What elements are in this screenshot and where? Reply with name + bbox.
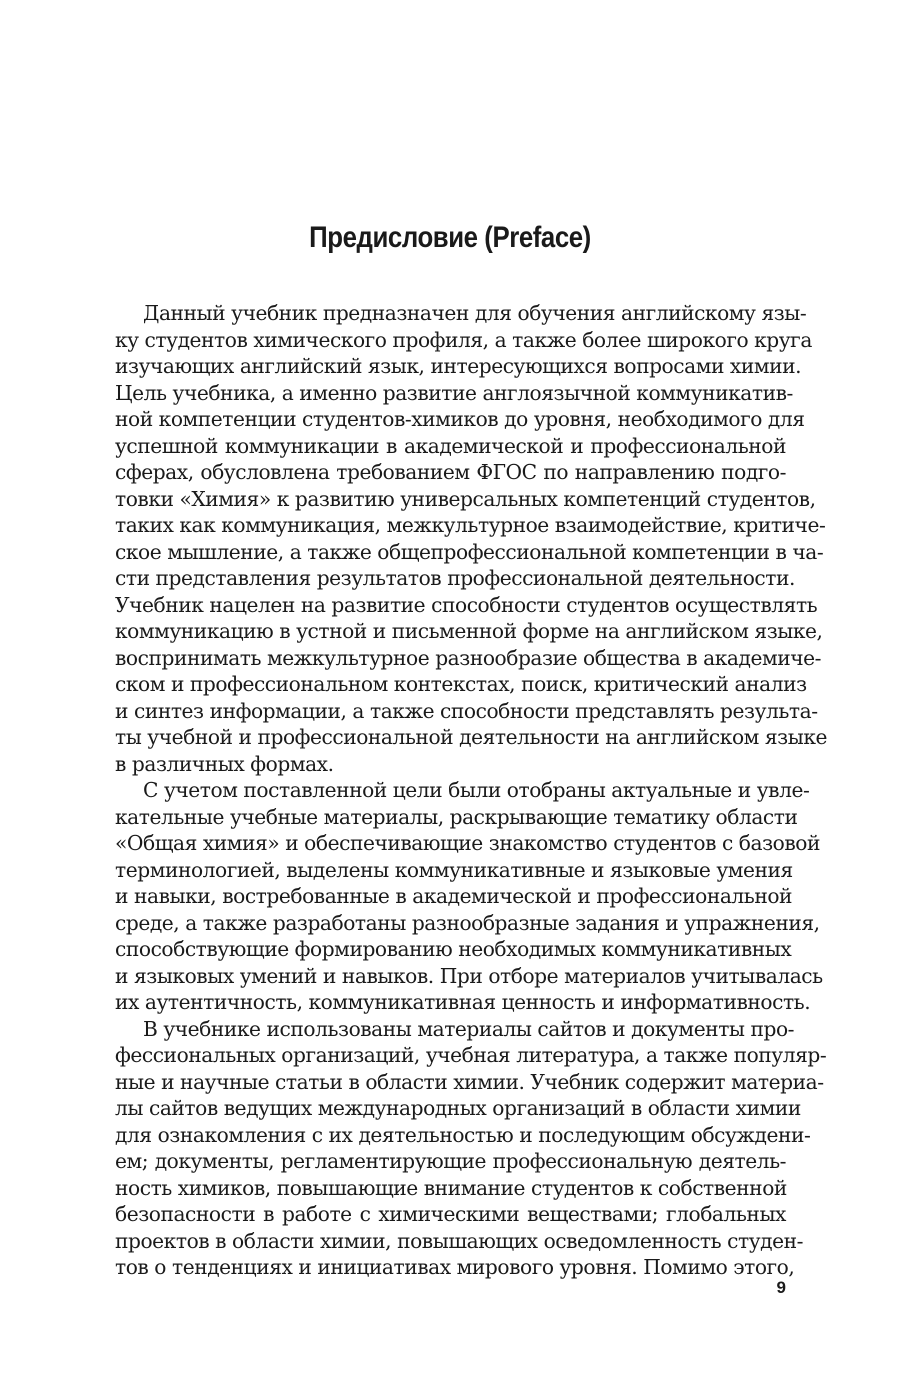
text-line: способствующие формированию необходимых коммуникативных	[115, 937, 792, 961]
text-line: ты учебной и профессиональной деятельности на английском языке	[115, 725, 827, 749]
text-line: и навыки, востребованные в академической и профессиональной	[115, 884, 793, 908]
text-line: Цель учебника, а именно развитие англоязычной коммуникатив-	[115, 380, 793, 405]
text-line: их аутентичность, коммуникативная ценность и информативность.	[115, 990, 811, 1014]
text-line: проектов в области химии, повышающих осведомленность студен-	[115, 1228, 804, 1253]
text-line: С учетом поставленной цели были отобраны актуальные и увле-	[143, 778, 810, 802]
text-line: терминологией, выделены коммуникативные и языковые умения	[115, 857, 793, 882]
text-line: ем; документы, регламентирующие профессиональную деятель-	[115, 1149, 786, 1173]
text-line: кательные учебные материалы, раскрывающие тематику области	[115, 804, 798, 829]
text-line: и языковых умений и навыков. При отборе материалов учитывалась	[115, 963, 823, 988]
text-line: Данный учебник предназначен для обучения английскому язы-	[143, 301, 807, 325]
text-line: ные и научные статьи в области химии. Учебник содержит материа-	[115, 1069, 824, 1094]
text-line: в различных формах.	[115, 751, 334, 776]
page-title: Предисловие (Preface)	[309, 221, 591, 254]
text-line: тов о тенденциях и инициативах мирового уровня. Помимо этого,	[115, 1255, 795, 1279]
text-line: воспринимать межкультурное разнообразие общества в академиче-	[115, 645, 822, 670]
text-line: и синтез информации, а также способности представлять результа-	[115, 698, 818, 723]
text-line: ское мышление, а также общепрофессиональной компетенции в ча-	[115, 539, 824, 564]
text-line: таких как коммуникация, межкультурное взаимодействие, критиче-	[115, 513, 826, 537]
text-line: сферах, обусловлена требованием ФГОС по направлению подго-	[115, 460, 786, 484]
text-line: Учебник нацелен на развитие способности студентов осуществлять	[115, 592, 818, 617]
text-line: для ознакомления с их деятельностью и последующим обсуждени-	[115, 1122, 811, 1147]
text-line: «Общая химия» и обеспечивающие знакомство студентов с базовой	[115, 831, 820, 855]
text-line: товки «Химия» к развитию универсальных компетенций студентов,	[115, 486, 816, 511]
body-text	[115, 300, 827, 1281]
text-line: изучающих английский язык, интересующихся вопросами химии.	[115, 354, 802, 378]
text-line: коммуникацию в устной и письменной форме на английском языке,	[115, 619, 823, 643]
text-line: ку студентов химического профиля, а также более широкого круга	[115, 327, 812, 352]
text-line: ность химиков, повышающие внимание студентов к собственной	[115, 1175, 787, 1200]
text-line: среде, а также разработаны разнообразные задания и упражнения,	[115, 910, 820, 935]
text-line: успешной коммуникации в академической и профессиональной	[115, 433, 786, 458]
text-line: ной компетенции студентов-химиков до уровня, необходимого для	[115, 407, 805, 431]
text-line: фессиональных организаций, учебная литература, а также популяр-	[115, 1043, 827, 1067]
page-number: 9	[776, 1278, 786, 1297]
text-line: лы сайтов ведущих международных организаций в области химии	[115, 1096, 801, 1120]
text-line: безопасности в работе с химическими веществами; глобальных	[115, 1202, 786, 1226]
text-line: ском и профессиональном контекстах, поиск, критический анализ	[115, 672, 807, 696]
text-line: В учебнике использованы материалы сайтов и документы про-	[143, 1016, 795, 1041]
text-line: сти представления результатов профессиональной деятельности.	[115, 566, 795, 590]
